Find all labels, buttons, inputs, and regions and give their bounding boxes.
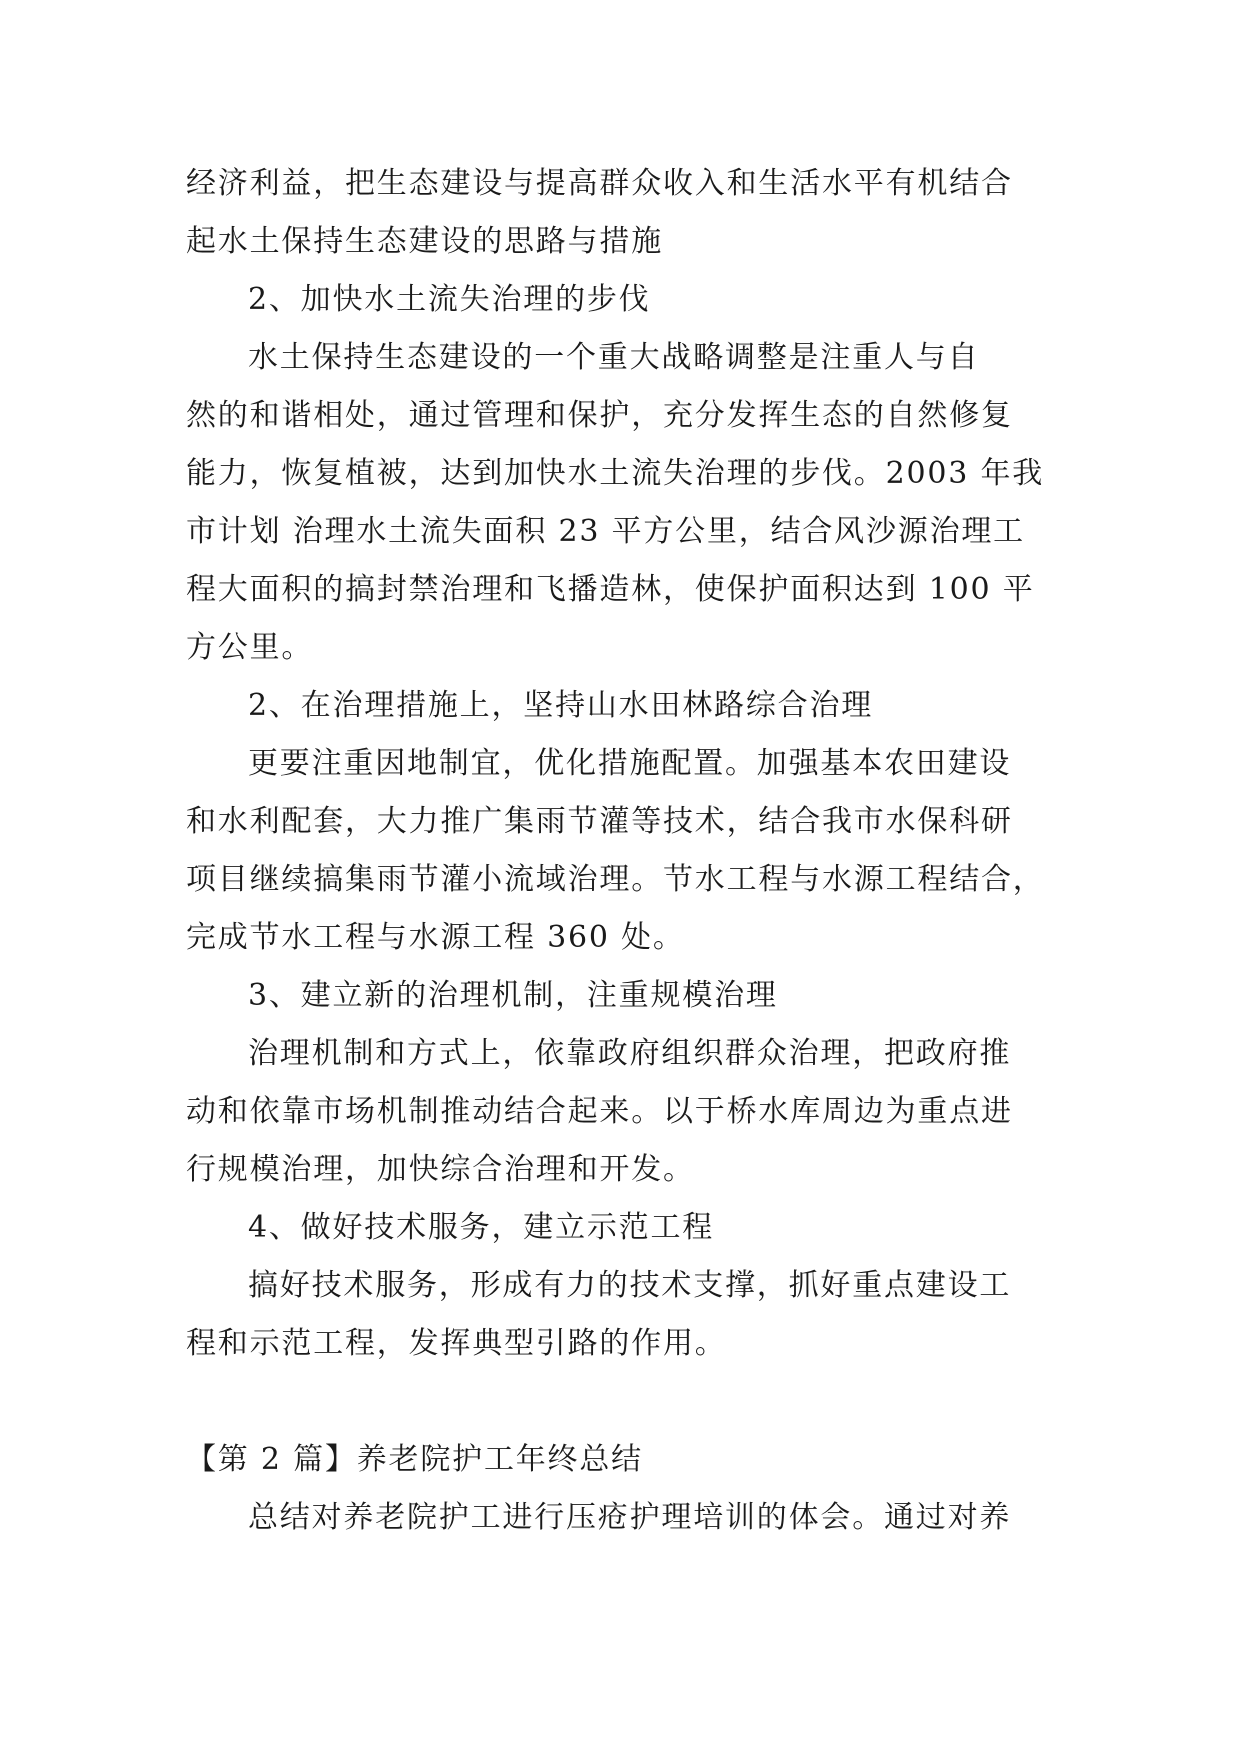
document-body bbox=[186, 155, 1046, 1547]
body-line: 搞好技术服务，形成有力的技术支撑，抓好重点建设工 bbox=[248, 1268, 1012, 1303]
body-line: 方公里。 bbox=[186, 630, 314, 665]
body-line: 项目继续搞集雨节灌小流域治理。节水工程与水源工程结合， bbox=[186, 862, 1045, 897]
body-line: 总结对养老院护工进行压疮护理培训的体会。通过对养 bbox=[248, 1500, 1012, 1535]
body-line: 行规模治理，加快综合治理和开发。 bbox=[186, 1152, 695, 1187]
body-line: 然的和谐相处，通过管理和保护，充分发挥生态的自然修复 bbox=[186, 398, 1013, 433]
body-line: 水土保持生态建设的一个重大战略调整是注重人与自 bbox=[248, 340, 980, 375]
body-line: 程和示范工程，发挥典型引路的作用。 bbox=[186, 1326, 727, 1361]
body-line: 经济利益，把生态建设与提高群众收入和生活水平有机结合 bbox=[186, 166, 1013, 201]
section-heading: 2、在治理措施上，坚持山水田林路综合治理 bbox=[248, 688, 874, 723]
body-line: 能力，恢复植被，达到加快水土流失治理的步伐。2003 年我 bbox=[186, 456, 1045, 491]
section-spacer bbox=[186, 1373, 1046, 1431]
body-line: 动和依靠市场机制推动结合起来。以于桥水库周边为重点进 bbox=[186, 1094, 1013, 1129]
article-title: 【第 2 篇】养老院护工年终总结 bbox=[186, 1442, 643, 1477]
body-line: 治理机制和方式上，依靠政府组织群众治理，把政府推 bbox=[248, 1036, 1012, 1071]
body-line: 完成节水工程与水源工程 360 处。 bbox=[186, 920, 685, 955]
body-line: 起水土保持生态建设的思路与措施 bbox=[186, 224, 663, 259]
body-line: 更要注重因地制宜，优化措施配置。加强基本农田建设 bbox=[248, 746, 1012, 781]
section-heading: 2、加快水土流失治理的步伐 bbox=[248, 282, 651, 317]
body-line: 程大面积的搞封禁治理和飞播造林，使保护面积达到 100 平 bbox=[186, 572, 1035, 607]
body-line: 市计划 治理水土流失面积 23 平方公里，结合风沙源治理工 bbox=[186, 514, 1025, 549]
section-heading: 3、建立新的治理机制，注重规模治理 bbox=[248, 978, 778, 1013]
section-heading: 4、做好技术服务，建立示范工程 bbox=[248, 1210, 715, 1245]
body-line: 和水利配套，大力推广集雨节灌等技术，结合我市水保科研 bbox=[186, 804, 1013, 839]
